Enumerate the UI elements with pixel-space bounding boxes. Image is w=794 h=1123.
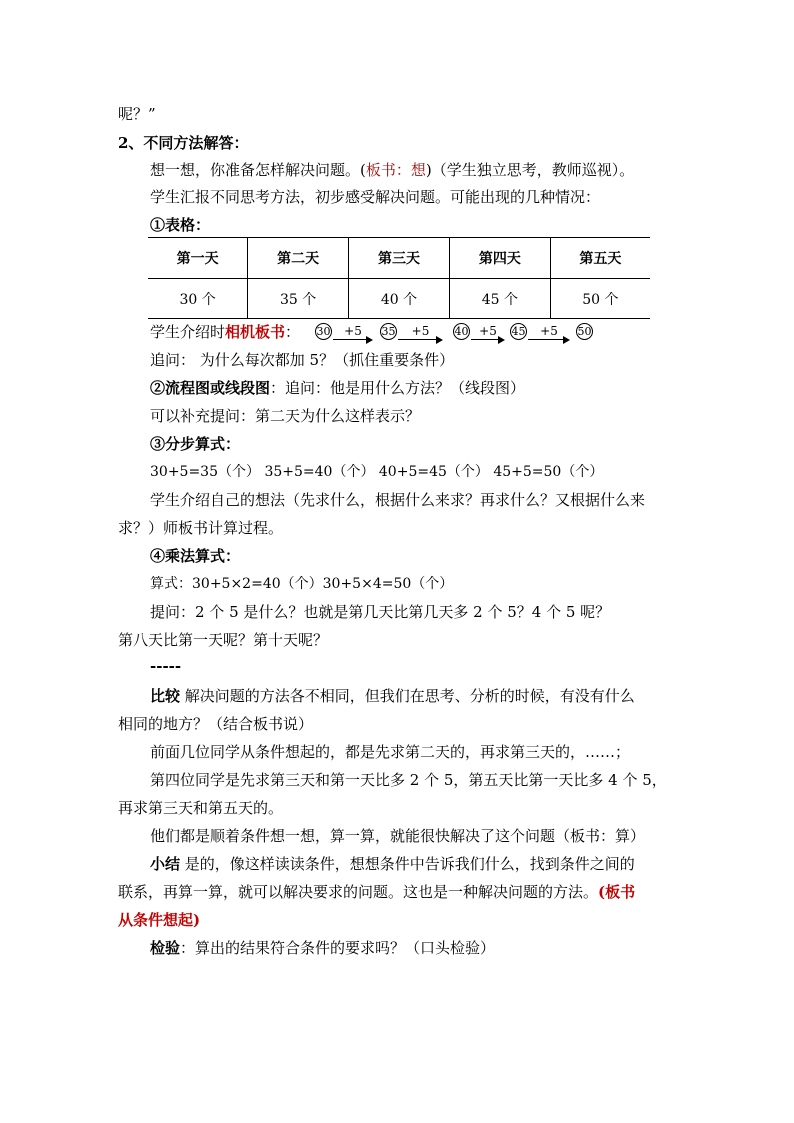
text-line: 学生介绍自己的想法（先求什么，根据什么来求？再求什么？又根据什么来: [150, 491, 646, 509]
table-cell: 45 个: [449, 279, 550, 319]
separator: -----: [150, 657, 182, 675]
subheading: ③分步算式：: [150, 435, 241, 453]
table-header: 第四天: [449, 238, 550, 279]
table-cell: 50 个: [550, 279, 650, 319]
arrow-head: [436, 336, 443, 344]
keyword: 比较: [150, 687, 181, 705]
text-line: 第八天比第一天呢？第十天呢？: [118, 631, 329, 649]
text-line: [150, 322, 300, 342]
table-header: 第三天: [349, 238, 450, 279]
keyword: 小结: [150, 855, 181, 873]
flow-arrow: [333, 326, 373, 340]
keyword: 检验: [150, 939, 181, 957]
subheading: ④乘法算式：: [150, 547, 241, 565]
text-span: 是的，像这样读读条件，想想条件中告诉我们什么，找到条件之间的: [180, 855, 635, 873]
table-header: 第五天: [550, 238, 650, 279]
table-cell: 30 个: [179, 291, 216, 308]
flow-node: 45: [511, 325, 526, 338]
flow-node: 50: [577, 325, 592, 338]
board-note: (板书: [598, 883, 636, 901]
days-table: [148, 237, 650, 319]
text-span: ：追问：他是用什么方法？（线段图）: [270, 379, 526, 397]
flow-step: +5: [411, 324, 430, 338]
flow-step: +5: [479, 324, 497, 338]
arrow-line: [528, 339, 564, 340]
text-span: 想一想，你准备怎样解决问题。(: [150, 161, 366, 179]
text-line: 学生汇报不同思考方法，初步感受解决问题。可能出现的几种情况：: [150, 188, 601, 206]
text-line: 追问： 为什么每次都加 5？（抓住重要条件）: [150, 351, 455, 369]
subheading: ②流程图或线段图: [150, 379, 271, 397]
flow-step: +5: [344, 324, 362, 338]
table-cell: 35 个: [248, 279, 349, 319]
text-line: [150, 160, 634, 180]
text-span: 解决问题的方法各不相同，但我们在思考、分析的时候，有没有什么: [180, 687, 635, 705]
text-line: 再求第三天和第五天的。: [118, 799, 284, 817]
table-header: 第二天: [248, 238, 349, 279]
flow-arrow: [398, 326, 443, 340]
flow-node: 40: [454, 325, 469, 338]
arrow-head: [366, 336, 373, 344]
text-line: 相同的地方？（结合板书说）: [118, 715, 314, 733]
arrow-line: [333, 339, 367, 340]
text-line: 求？）师板书计算过程。: [118, 519, 284, 537]
flow-arrow: [471, 326, 505, 340]
text-line: 可以补充提问：第二天为什么这样表示？: [150, 407, 421, 425]
text-line: [150, 854, 635, 874]
arrow-head: [563, 336, 570, 344]
flow-node: 35: [381, 325, 396, 338]
text-line: 他们都是顺着条件想一想，算一算，就能很快解决了这个问题（板书：算）: [150, 827, 646, 845]
board-note: 相机板书: [225, 323, 286, 341]
text-span: 学生介绍时: [150, 323, 226, 341]
text-line: 呢？”: [118, 105, 156, 123]
text-line: 算式：30+5×2=40（个）30+5×4=50（个）: [150, 576, 454, 592]
text-span: )（学生独立思考，教师巡视）。: [425, 161, 635, 179]
text-line: 第四位同学是先求第三天和第一天比多 2 个 5，第五天比第一天比多 4 个 5，: [150, 771, 667, 789]
board-note: 从条件想起): [118, 911, 201, 929]
text-line: [118, 882, 635, 902]
subheading-table: ①表格：: [150, 216, 211, 234]
text-span: 联系，再算一算，就可以解决要求的问题。这也是一种解决问题的方法。: [118, 883, 599, 901]
text-line: [150, 938, 495, 958]
table-cell: 40 个: [349, 279, 450, 319]
flow-arrow: [528, 326, 570, 340]
text-line: 提问：2 个 5 是什么？也就是第几天比第几天多 2 个 5？4 个 5 呢？: [150, 603, 611, 621]
arrow-line: [471, 339, 499, 340]
text-span: ：: [285, 323, 301, 341]
section-heading: 2、不同方法解答：: [118, 134, 249, 152]
arrow-head: [498, 336, 505, 344]
text-line: [150, 378, 525, 398]
table-header: 第一天: [148, 238, 248, 279]
text-line: 前面几位同学从条件想起的，都是先求第二天的，再求第三天的，……；: [150, 743, 631, 761]
board-note: 板书：想: [365, 161, 426, 179]
flow-step: +5: [540, 324, 558, 338]
text-line: 30+5=35（个） 35+5=40（个） 40+5=45（个） 45+5=50（个）: [150, 464, 604, 480]
flow-node: 30: [316, 325, 331, 338]
arrow-line: [398, 339, 437, 340]
text-span: ：算出的结果符合条件的要求吗？（口头检验）: [180, 939, 496, 957]
text-line: [150, 686, 635, 706]
